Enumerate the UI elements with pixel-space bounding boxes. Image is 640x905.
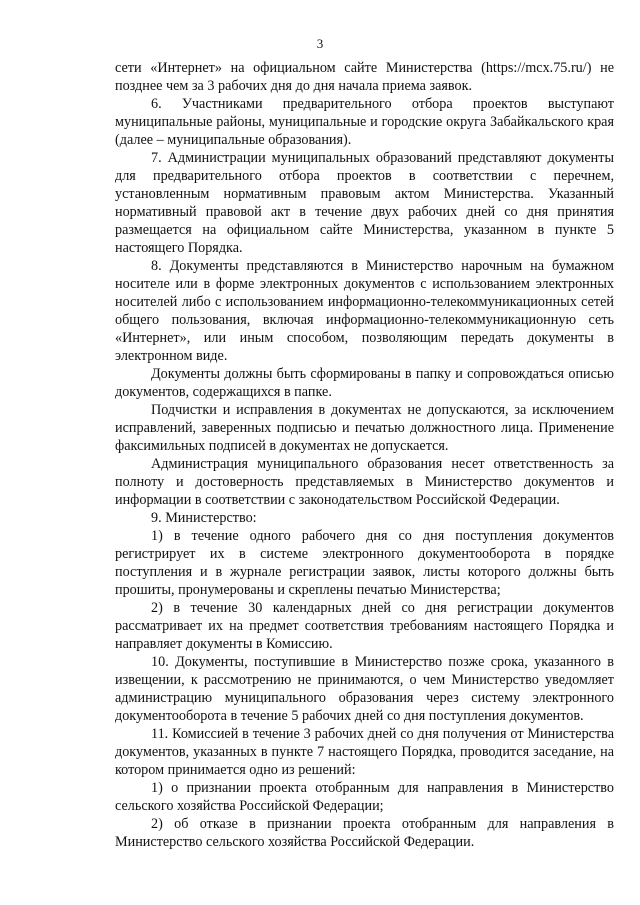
- paragraph-continuation: сети «Интернет» на официальном сайте Министерства (https://mcx.75.ru/) не позднее чем за 3 рабочих дня до дня начала приема заявок.: [115, 60, 614, 94]
- paragraph-item-7: 7. Администрации муниципальных образований представляют документы для предварительного отбора проектов в соответствии с перечнем, установленным нормативным правовым актом Министерства. Указанный нормативный правовой акт в течение двух рабочих дней со дня принятия размещается на официальном сайте Министерства, указанном в пункте 5 настоящего Порядка.: [115, 150, 614, 256]
- paragraph-item-9-sub-1: 1) в течение одного рабочего дня со дня поступления документов регистрирует их в системе электронного документооборота в порядке поступления и в журнале регистрации заявок, листы которого должны быть прошиты, пронумерованы и скреплены печатью Министерства;: [115, 528, 614, 598]
- paragraph-item-8: 8. Документы представляются в Министерство нарочным на бумажном носителе или в форме электронных документов с использованием электронных носителей либо с использованием информационно-телекоммуникационных сетей общего пользования, включая информационно-телекоммуникационную сеть «Интернет», или иным способом, позволяющим передать документы в электронном виде.: [115, 258, 614, 364]
- document-body: [115, 59, 614, 851]
- paragraph-responsibility: Администрация муниципального образования несет ответственность за полноту и достоверность представляемых в Министерство документов и информации в соответствии с законодательством Российской Федерации.: [115, 456, 614, 508]
- paragraph-corrections: Подчистки и исправления в документах не допускаются, за исключением исправлений, заверенных подписью и печатью должностного лица. Применение факсимильных подписей в документах не допускается.: [115, 402, 614, 454]
- paragraph-item-9-sub-2: 2) в течение 30 календарных дней со дня регистрации документов рассматривает их на предмет соответствия требованиям настоящего Порядка и направляет документы в Комиссию.: [115, 600, 614, 652]
- paragraph-item-11-sub-2: 2) об отказе в признании проекта отобранным для направления в Министерство сельского хозяйства Российской Федерации.: [115, 816, 614, 850]
- page-number: 3: [316, 36, 324, 51]
- paragraph-folder-requirement: Документы должны быть сформированы в папку и сопровождаться описью документов, содержащихся в папке.: [115, 366, 614, 400]
- paragraph-item-10: 10. Документы, поступившие в Министерство позже срока, указанного в извещении, к рассмотрению не принимаются, о чем Министерство уведомляет администрацию муниципального образования через систему электронного документооборота в течение 5 рабочих дней со дня поступления документов.: [115, 654, 614, 724]
- paragraph-item-9: 9. Министерство:: [151, 510, 257, 526]
- paragraph-item-6: 6. Участниками предварительного отбора проектов выступают муниципальные районы, муниципальные и городские округа Забайкальского края (далее – муниципальные образования).: [115, 96, 614, 148]
- paragraph-item-11-sub-1: 1) о признании проекта отобранным для направления в Министерство сельского хозяйства Российской Федерации;: [115, 780, 614, 814]
- paragraph-item-11: 11. Комиссией в течение 3 рабочих дней со дня получения от Министерства документов, указанных в пункте 7 настоящего Порядка, проводится заседание, на котором принимается одно из решений:: [115, 726, 614, 778]
